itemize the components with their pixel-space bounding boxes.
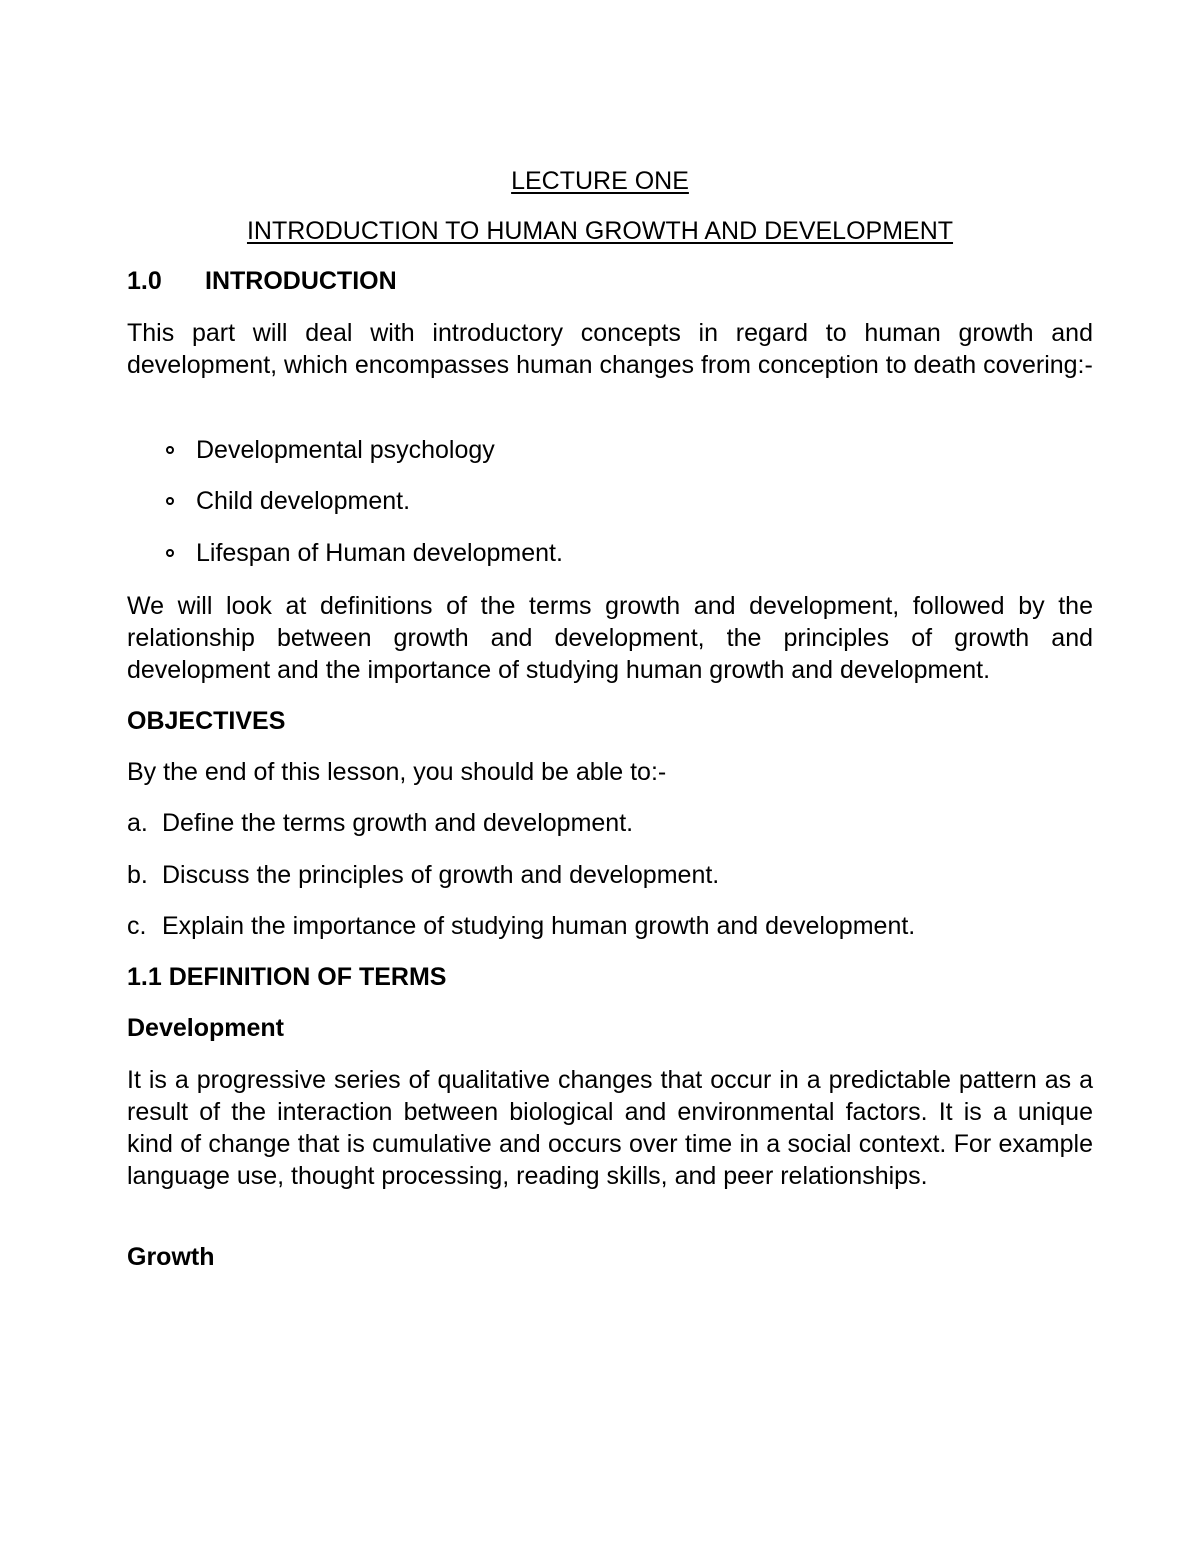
bullet-icon bbox=[166, 549, 174, 557]
list-letter: b. bbox=[127, 861, 148, 889]
intro-heading-label: INTRODUCTION bbox=[205, 267, 397, 295]
main-title: INTRODUCTION TO HUMAN GROWTH AND DEVELOPMENT bbox=[246, 217, 954, 245]
list-text: Define the terms growth and development. bbox=[162, 809, 634, 837]
lecture-title: LECTURE ONE bbox=[511, 167, 689, 195]
bullet-icon bbox=[166, 497, 174, 505]
bullet-text: Child development. bbox=[196, 487, 411, 515]
list-item bbox=[127, 910, 915, 942]
list-text: Explain the importance of studying human growth and development. bbox=[162, 912, 916, 940]
list-letter: a. bbox=[127, 809, 148, 837]
intro-paragraph: This part will deal with introductory concepts in regard to human growth and development, which encompasses human changes from conception to death covering:- bbox=[127, 319, 1093, 379]
development-paragraph: It is a progressive series of qualitative changes that occur in a predictable pattern as a result of the interaction between biological and environmental factors. It is a unique kind of change that is cumulative and occurs over time in a social context. For example language use, thought processing, reading skills, and peer relationships. bbox=[127, 1066, 1093, 1190]
overview-paragraph: We will look at definitions of the terms growth and development, followed by the relationship between growth and development, the principles of growth and development and the importance of studying human growth and development. bbox=[127, 592, 1093, 684]
development-heading: Development bbox=[127, 1014, 284, 1042]
bullet-text: Lifespan of Human development. bbox=[196, 539, 563, 567]
list-letter: c. bbox=[127, 912, 147, 940]
list-item bbox=[127, 859, 719, 891]
objectives-intro: By the end of this lesson, you should be able to:- bbox=[127, 758, 667, 786]
intro-heading-number: 1.0 bbox=[127, 267, 162, 295]
bullet-icon bbox=[166, 446, 174, 454]
intro-heading bbox=[127, 265, 397, 297]
objectives-heading: OBJECTIVES bbox=[127, 707, 286, 735]
list-text: Discuss the principles of growth and development. bbox=[162, 861, 720, 889]
definitions-heading: 1.1 DEFINITION OF TERMS bbox=[127, 963, 447, 991]
bullet-text: Developmental psychology bbox=[196, 436, 495, 464]
growth-heading: Growth bbox=[127, 1243, 215, 1271]
list-item bbox=[127, 807, 633, 839]
